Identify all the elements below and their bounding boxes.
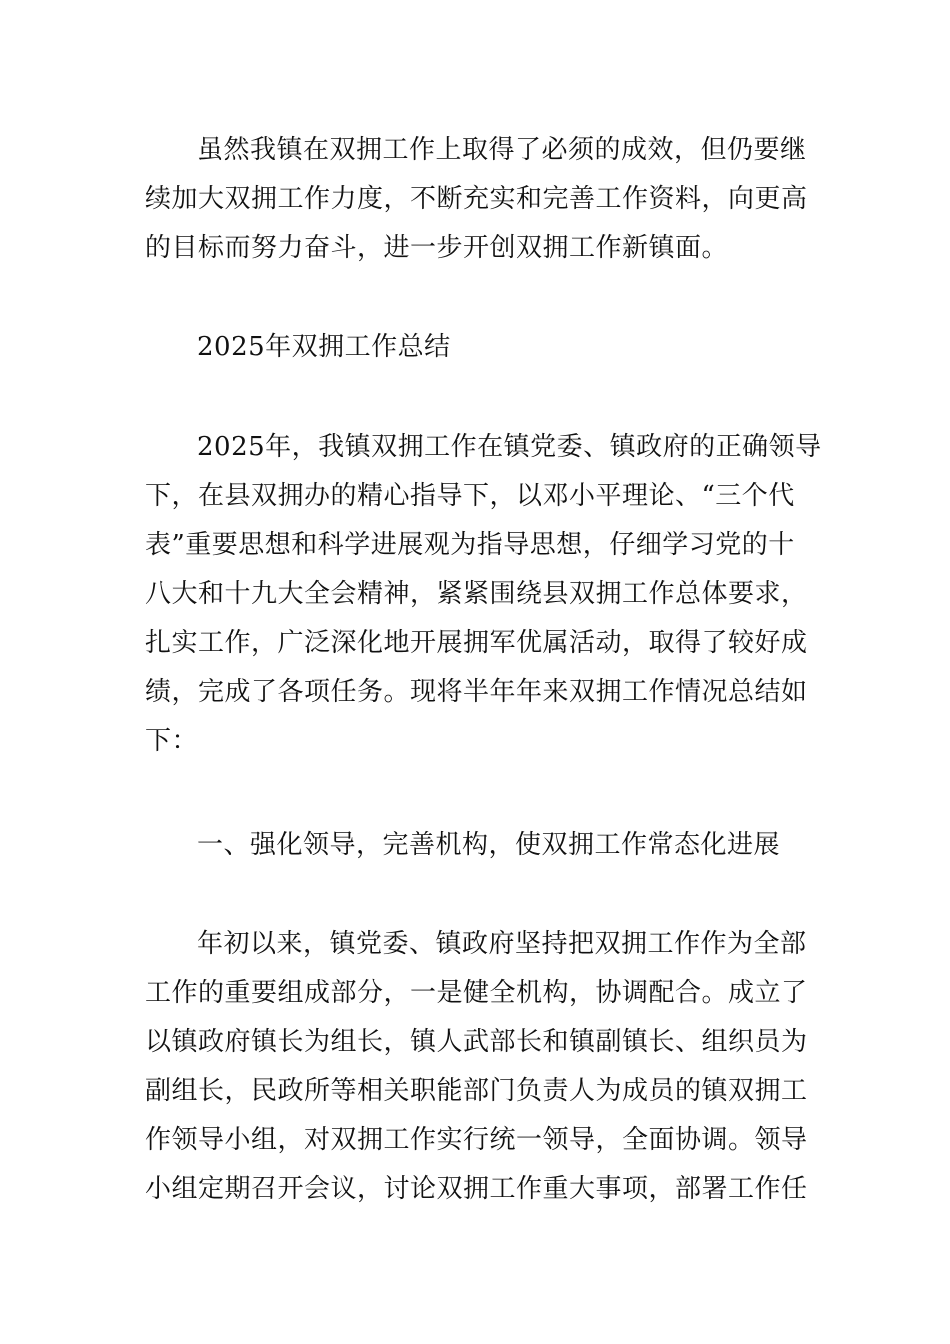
- text-line: 2025年，我镇双拥工作在镇党委、镇政府的正确领导: [197, 432, 822, 462]
- section-heading-1: [145, 821, 807, 870]
- text-line: 扎实工作，广泛深化地开展拥军优属活动，取得了较好成: [145, 628, 808, 658]
- document-title: [145, 323, 807, 372]
- text-line: 作领导小组，对双拥工作实行统一领导，全面协调。领导: [145, 1125, 808, 1155]
- text-line: 年初以来，镇党委、镇政府坚持把双拥工作作为全部: [197, 929, 807, 959]
- text-line: 以镇政府镇长为组长，镇人武部长和镇副镇长、组织员为: [145, 1027, 808, 1057]
- text-line: 八大和十九大全会精神，紧紧围绕县双拥工作总体要求，: [145, 579, 808, 609]
- paragraph-section-1: [145, 920, 807, 1214]
- heading-line: 一、强化领导，完善机构，使双拥工作常态化进展: [197, 830, 781, 860]
- text-line: 的目标而努力奋斗，进一步开创双拥工作新镇面。: [145, 233, 729, 263]
- text-line: 工作的重要组成部分，一是健全机构，协调配合。成立了: [145, 978, 808, 1008]
- text-line: 下，在县双拥办的精心指导下，以邓小平理论、“三个代: [145, 481, 795, 511]
- text-line: 续加大双拥工作力度，不断充实和完善工作资料，向更高: [145, 184, 808, 214]
- text-line: 下：: [145, 726, 199, 756]
- title-line: 2025年双拥工作总结: [197, 332, 451, 362]
- text-line: 绩，完成了各项任务。现将半年年来双拥工作情况总结如: [145, 677, 808, 707]
- paragraph-conclusion: [145, 126, 807, 273]
- text-line: 小组定期召开会议，讨论双拥工作重大事项，部署工作任: [145, 1174, 808, 1204]
- text-line: 虽然我镇在双拥工作上取得了必须的成效，但仍要继: [197, 135, 807, 165]
- text-line: 副组长，民政所等相关职能部门负责人为成员的镇双拥工: [145, 1076, 808, 1106]
- text-line: 表”重要思想和科学进展观为指导思想，仔细学习党的十: [145, 530, 795, 560]
- paragraph-intro: [145, 423, 822, 766]
